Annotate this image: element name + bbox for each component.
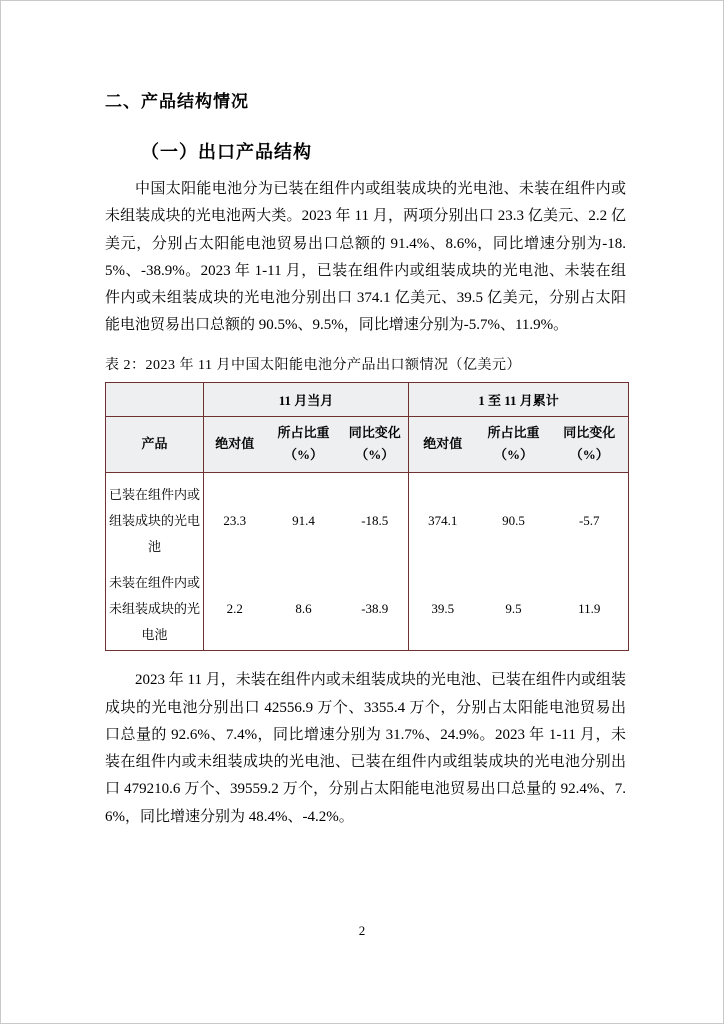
cell-month-yoy: -38.9 <box>342 568 409 651</box>
col-header-cum-share-line2: （%） <box>493 447 533 463</box>
cell-cum-yoy: -5.7 <box>551 472 629 568</box>
cell-month-share: 8.6 <box>266 568 342 651</box>
col-header-product: 产品 <box>106 416 204 472</box>
row-product-name: 未装在组件内或未组装成块的光电池 <box>106 568 204 651</box>
cell-cum-yoy: 11.9 <box>551 568 629 651</box>
col-header-cum-share <box>477 416 551 472</box>
table-caption: 表 2：2023 年 11 月中国太阳能电池分产品出口额情况（亿美元） <box>105 357 521 373</box>
col-header-cum-absolute: 绝对值 <box>409 416 477 472</box>
group-header-cumulative: 1 至 11 月累计 <box>409 382 629 416</box>
col-header-month-yoy-line2: （%） <box>355 447 395 463</box>
cell-cum-share: 90.5 <box>477 472 551 568</box>
cell-cum-absolute: 39.5 <box>409 568 477 651</box>
cell-cum-share: 9.5 <box>477 568 551 651</box>
col-header-month-absolute: 绝对值 <box>204 416 266 472</box>
col-header-month-yoy <box>342 416 409 472</box>
col-header-month-share-line2: （%） <box>283 447 323 463</box>
col-header-month-yoy-line1: 同比变化 <box>348 425 401 441</box>
row-product-name: 已装在组件内或组装成块的光电池 <box>106 472 204 568</box>
page-number: 2 <box>358 923 366 938</box>
col-header-cum-yoy-line2: （%） <box>569 447 609 463</box>
subsection-heading: （一）出口产品结构 <box>141 142 312 162</box>
cell-month-absolute: 23.3 <box>204 472 266 568</box>
cell-month-share: 91.4 <box>266 472 342 568</box>
export-stats-table <box>105 382 629 652</box>
col-header-month-share <box>266 416 342 472</box>
section-heading: 二、产品结构情况 <box>105 92 249 111</box>
col-header-month-share-line1: 所占比重 <box>277 425 330 441</box>
cell-month-absolute: 2.2 <box>204 568 266 651</box>
col-header-cum-yoy-line1: 同比变化 <box>563 425 616 441</box>
paragraph-export-volume: 2023 年 11 月，未装在组件内或未组装成块的光电池、已装在组件内或组装成块的光电池分别出口 42556.9 万个、3355.4 万个，分别占太阳能电池贸易出口总量的 92.6%、7.4%，同比增速分别为 31.7%、24.9%。2023 年 1-11 月，未装在组件内或未组装成块的光电池、已装在组件内或组装成块的光电池分别出口 479210.6 万个、39559.2 万个，分别占太阳能电池贸易出口总量的 92.4%、7.6%，同比增速分别为 48.4%、-4.2%。 <box>105 672 626 825</box>
group-header-month: 11 月当月 <box>204 382 409 416</box>
cell-month-yoy: -18.5 <box>342 472 409 568</box>
paragraph-export-value: 中国太阳能电池分为已装在组件内或组装成块的光电池、未装在组件内或未组装成块的光电池两大类。2023 年 11 月，两项分别出口 23.3 亿美元、2.2 亿美元，分别占太阳能电池贸易出口总额的 91.4%、8.6%，同比增速分别为-18.5%、-38.9%。2023 年 1-11 月，已装在组件内或组装成块的光电池、未装在组件内或未组装成块的光电池分别出口 374.1 亿美元、39.5 亿美元，分别占太阳能电池贸易出口总额的 90.5%、9.5%，同比增速分别为-5.7%、11.9%。 <box>105 181 626 334</box>
table-row <box>106 472 629 568</box>
col-header-cum-yoy <box>551 416 629 472</box>
table-column-header-row <box>106 416 629 472</box>
table-row <box>106 568 629 651</box>
table-corner-cell <box>106 382 204 416</box>
col-header-cum-share-line1: 所占比重 <box>487 425 540 441</box>
table-group-header-row <box>106 382 629 416</box>
cell-cum-absolute: 374.1 <box>409 472 477 568</box>
